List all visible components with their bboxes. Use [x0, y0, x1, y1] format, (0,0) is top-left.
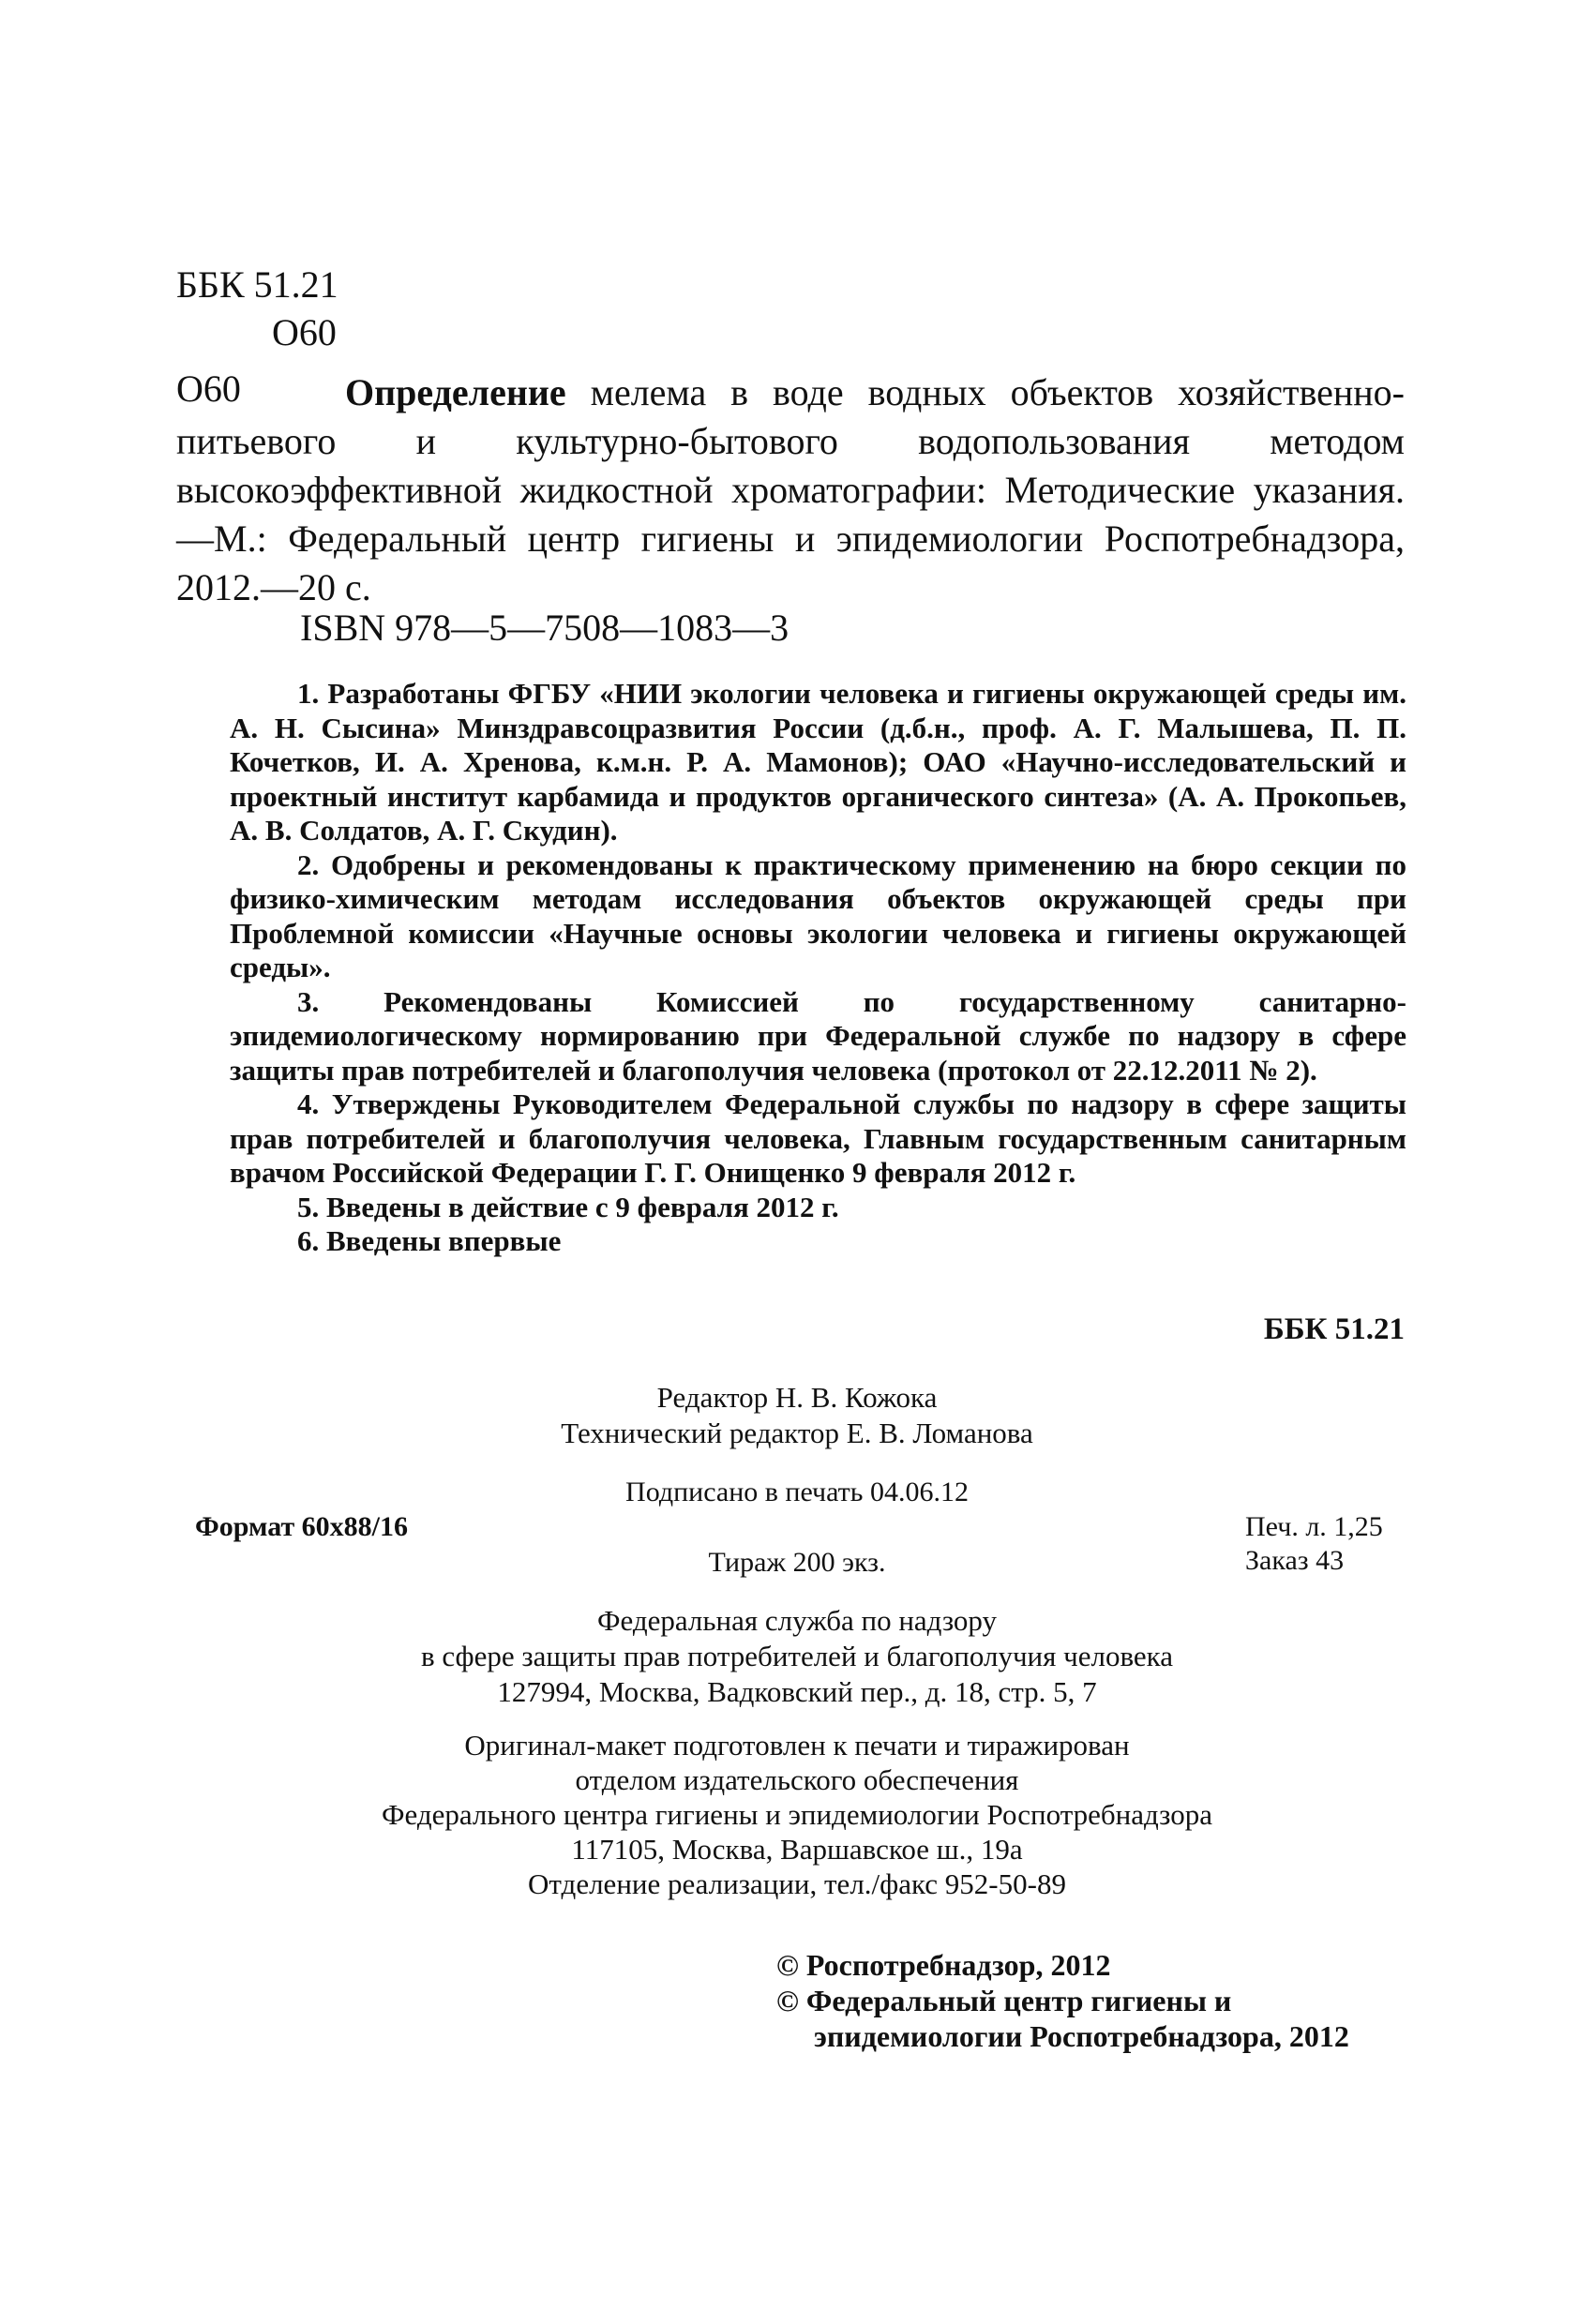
- credit-item: 2. Одобрены и рекомендованы к практическому применению на бюро секции по физико-химическим методам исследования объектов окружающей среды при Проблемной комиссии «Научные основы экологии человека и гигиены окружающей среды».: [230, 847, 1406, 983]
- credit-item: 3. Рекомендованы Комиссией по государственному санитарно-эпидемиологическому нормированию при Федеральной службе по надзору в сфере защиты прав потребителей и благополучия человека (протокол от 22.12.2011 № 2).: [230, 984, 1406, 1087]
- author-mark-code: О60: [272, 311, 337, 353]
- credit-item: 6. Введены впервые: [297, 1224, 562, 1257]
- order-number: Заказ 43: [1245, 1545, 1345, 1576]
- prepared-by-line: Федерального центра гигиены и эпидемиологии Роспотребнадзора: [382, 1798, 1212, 1831]
- publisher-line: в сфере защиты прав потребителей и благополучия человека: [420, 1640, 1174, 1672]
- bibliographic-annotation: [176, 368, 1405, 612]
- isbn: ISBN 978—5—7508—1083—3: [300, 607, 789, 649]
- annotation-title-bold: Определение: [345, 371, 566, 413]
- bbk-index: ББК 51.21: [176, 263, 338, 306]
- prepared-by-line: Оригинал-макет подготовлен к печати и тиражирован: [464, 1729, 1130, 1762]
- bbk-footer: ББК 51.21: [1263, 1312, 1405, 1346]
- annotation-mark: О60: [176, 368, 247, 410]
- sales-contact: Отделение реализации, тел./факс 952-50-89: [528, 1867, 1066, 1900]
- prepared-by-address: 117105, Москва, Варшавское ш., 19а: [571, 1833, 1023, 1866]
- circulation: Тираж 200 экз.: [708, 1547, 886, 1578]
- publisher-address: 127994, Москва, Вадковский пер., д. 18, стр. 5, 7: [497, 1675, 1097, 1708]
- copyright-line: © Федеральный центр гигиены и: [776, 1984, 1232, 2017]
- copyright-line: эпидемиологии Роспотребнадзора, 2012: [814, 2019, 1349, 2053]
- credit-item: 4. Утверждены Руководителем Федеральной службы по надзору в сфере защиты прав потребителей и благополучия человека, Главным государственным санитарным врачом Российской Федерации Г. Г. Онищенко 9 февраля 2012 г.: [230, 1087, 1406, 1189]
- print-sheets: Печ. л. 1,25: [1245, 1511, 1383, 1542]
- technical-editor: Технический редактор Е. В. Ломанова: [561, 1417, 1033, 1449]
- credit-item: 1. Разработаны ФГБУ «НИИ экологии человека и гигиены окружающей среды им. А. Н. Сысина» Минздравсоцразвития России (д.б.н., проф. А. Г. Малышева, П. П. Кочетков, И. А. Хренова, к.м.н. Р. А. Мамонов); ОАО «Научно-исследовательский и проектный институт карбамида и продуктов органического синтеза» (А. А. Прокопьев, А. В. Солдатов, А. Г. Скудин).: [230, 677, 1406, 847]
- annotation-text: мелема в воде водных объектов хозяйственно-питьевого и культурно-бытового водопользования методом высокоэффективной жидкостной хроматографии: Методические указания.—М.: Федеральный центр гигиены и эпидемиологии Роспотребнадзора, 2012.—20 с.: [176, 371, 1405, 608]
- print-format: Формат 60x88/16: [195, 1511, 409, 1542]
- credit-item: 5. Введены в действие с 9 февраля 2012 г.: [297, 1190, 839, 1223]
- editor: Редактор Н. В. Кожока: [656, 1381, 938, 1414]
- prepared-by-line: отделом издательского обеспечения: [575, 1763, 1019, 1796]
- signed-to-print: Подписано в печать 04.06.12: [625, 1477, 969, 1507]
- copyright-line: © Роспотребнадзор, 2012: [776, 1948, 1111, 1982]
- credits-section: [230, 677, 1406, 1259]
- publisher-line: Федеральная служба по надзору: [597, 1604, 997, 1637]
